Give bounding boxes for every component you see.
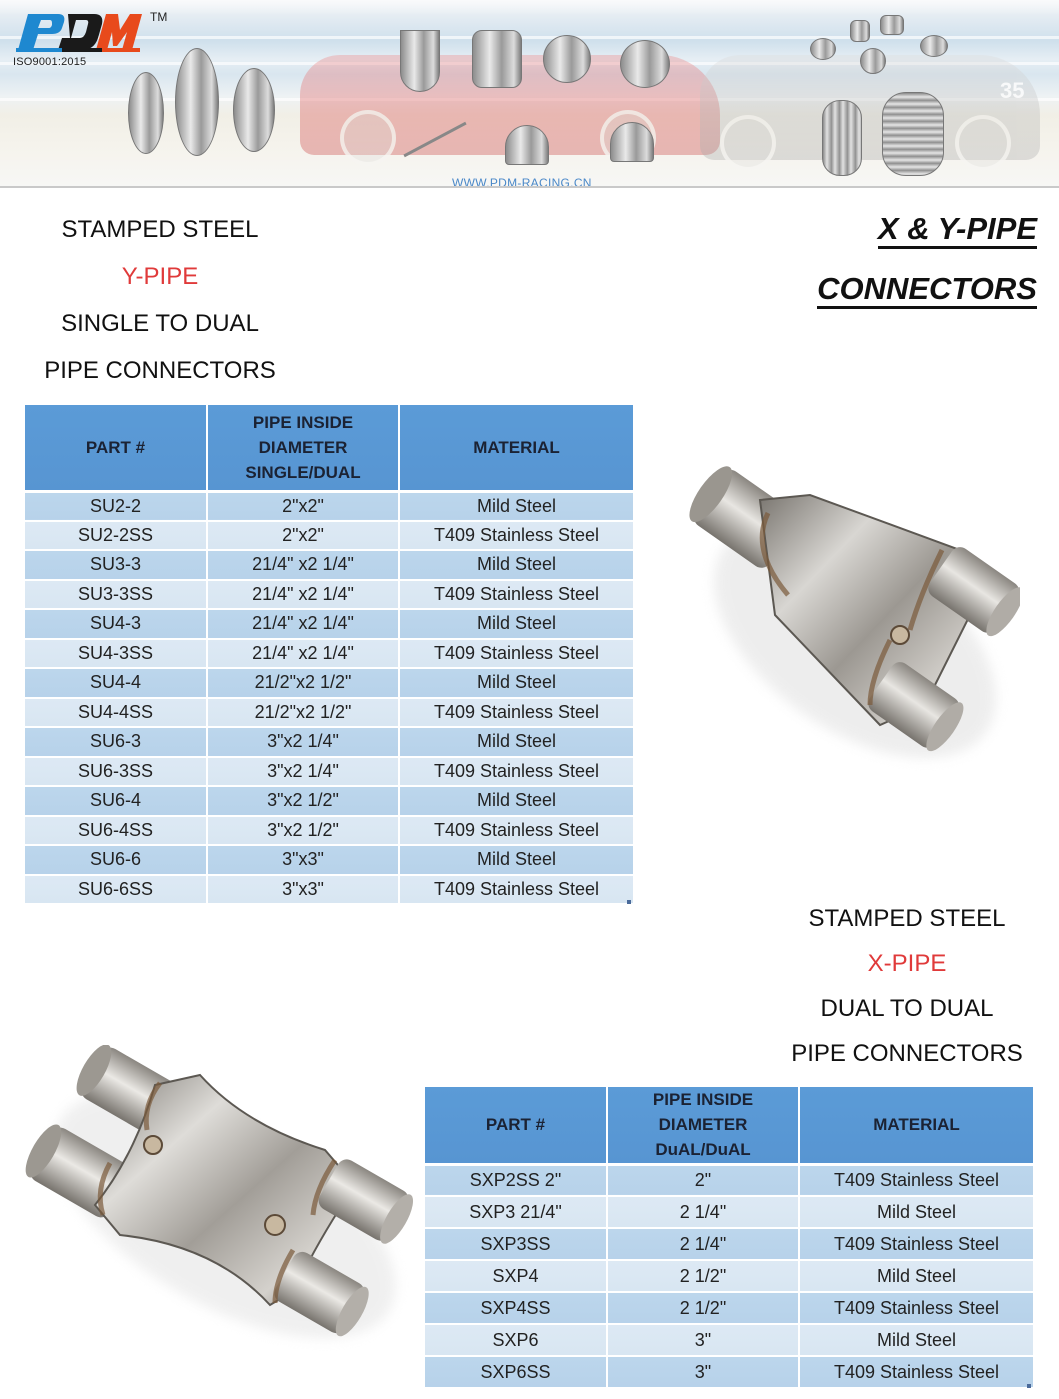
bung-image [850, 20, 870, 42]
cell-part-number: SU3-3 [25, 550, 207, 580]
heading-line: STAMPED STEEL [808, 905, 1006, 932]
heading-line: SINGLE TO DUAL [61, 310, 259, 337]
page-title-line1: X & Y-PIPE [878, 211, 1037, 249]
table-row [25, 580, 633, 610]
website-url[interactable]: WWW.PDM-RACING.CN [452, 176, 592, 188]
table-row [425, 1164, 1033, 1196]
cell-diameter: 2"x2" [207, 491, 399, 521]
table-row [25, 521, 633, 551]
table-row [25, 845, 633, 875]
cell-material: Mild Steel [399, 727, 633, 757]
table-row [25, 609, 633, 639]
table-row [25, 550, 633, 580]
cell-material: T409 Stainless Steel [399, 875, 633, 905]
table-row [25, 875, 633, 905]
wheel [340, 110, 396, 166]
cell-material: T409 Stainless Steel [399, 698, 633, 728]
table-row [425, 1196, 1033, 1228]
cell-part-number: SU3-3SS [25, 580, 207, 610]
cell-diameter: 21/4" x2 1/4" [207, 550, 399, 580]
cell-diameter: 21/2"x2 1/2" [207, 698, 399, 728]
iso-certification: ISO9001:2015 [13, 56, 87, 68]
table-row [425, 1292, 1033, 1324]
heading-line: PIPE CONNECTORS [44, 357, 276, 384]
table-header-row [425, 1087, 1033, 1164]
cell-material: Mild Steel [399, 845, 633, 875]
table-row [25, 698, 633, 728]
table-row [25, 491, 633, 521]
cell-diameter: 3"x2 1/4" [207, 727, 399, 757]
column-header-material: MATERIAL [399, 405, 633, 491]
cell-part-number: SU4-3SS [25, 639, 207, 669]
u-bolt-clamp-image [610, 122, 654, 162]
v-band-flange-image [233, 68, 275, 152]
table-row [425, 1356, 1033, 1388]
x-pipe-heading [760, 898, 1054, 1078]
bung-image [920, 35, 948, 57]
cell-diameter: 21/4" x2 1/4" [207, 580, 399, 610]
cell-part-number: SXP2SS 2" [425, 1164, 607, 1196]
cell-diameter: 3"x3" [207, 875, 399, 905]
cell-material: Mild Steel [399, 491, 633, 521]
cell-material: T409 Stainless Steel [799, 1292, 1033, 1324]
heading-line: DUAL TO DUAL [820, 995, 994, 1022]
page-title [817, 200, 1037, 320]
u-bolt-clamp-image [505, 125, 549, 165]
cell-diameter: 2" [607, 1164, 799, 1196]
pdm-logo [14, 10, 144, 54]
table-resize-handle [627, 900, 631, 904]
table-resize-handle [1027, 1384, 1031, 1388]
heading-line: STAMPED STEEL [61, 216, 259, 243]
cell-material: T409 Stainless Steel [399, 521, 633, 551]
wheel [955, 115, 1011, 171]
cell-material: T409 Stainless Steel [399, 816, 633, 846]
cell-part-number: SU6-6SS [25, 875, 207, 905]
pipe-clamp-image [620, 40, 670, 88]
cell-material: Mild Steel [399, 668, 633, 698]
banner-stripe [0, 36, 1059, 39]
cell-part-number: SXP6 [425, 1324, 607, 1356]
cell-material: Mild Steel [799, 1260, 1033, 1292]
page-title-line2: CONNECTORS [817, 271, 1037, 309]
cell-diameter: 2 1/2" [607, 1292, 799, 1324]
cell-material: T409 Stainless Steel [399, 580, 633, 610]
table-row [25, 786, 633, 816]
cell-part-number: SXP6SS [425, 1356, 607, 1388]
cell-part-number: SXP4 [425, 1260, 607, 1292]
bellows-pipe-image [882, 92, 944, 176]
column-header-part: PART # [25, 405, 207, 491]
cell-material: Mild Steel [399, 550, 633, 580]
table-row [25, 639, 633, 669]
heading-product-type: X-PIPE [867, 950, 947, 977]
cell-diameter: 2 1/4" [607, 1196, 799, 1228]
cell-part-number: SU2-2 [25, 491, 207, 521]
cell-material: Mild Steel [399, 786, 633, 816]
x-pipe-spec-table [425, 1087, 1033, 1389]
lap-joint-clamp-image [472, 30, 522, 88]
bung-image [880, 15, 904, 35]
cell-part-number: SU6-4SS [25, 816, 207, 846]
cell-diameter: 3"x2 1/2" [207, 816, 399, 846]
table-row [425, 1324, 1033, 1356]
cell-part-number: SU6-6 [25, 845, 207, 875]
cell-material: T409 Stainless Steel [399, 757, 633, 787]
cell-diameter: 3"x3" [207, 845, 399, 875]
column-header-diameter: PIPE INSIDE DIAMETER SINGLE/DUAL [207, 405, 399, 491]
cell-diameter: 3" [607, 1324, 799, 1356]
cell-diameter: 21/4" x2 1/4" [207, 609, 399, 639]
heading-line: PIPE CONNECTORS [791, 1040, 1023, 1067]
cell-material: T409 Stainless Steel [399, 639, 633, 669]
table-row [25, 668, 633, 698]
hanger-clamp-image [400, 30, 440, 92]
cell-material: T409 Stainless Steel [799, 1164, 1033, 1196]
column-header-diameter: PIPE INSIDE DIAMETER DuAL/DuAL [607, 1087, 799, 1164]
cell-diameter: 3"x2 1/2" [207, 786, 399, 816]
wheel [720, 115, 776, 171]
column-header-material: MATERIAL [799, 1087, 1033, 1164]
column-header-part: PART # [425, 1087, 607, 1164]
cell-material: Mild Steel [399, 609, 633, 639]
cell-part-number: SXP4SS [425, 1292, 607, 1324]
cell-material: Mild Steel [799, 1324, 1033, 1356]
cell-part-number: SXP3 21/4" [425, 1196, 607, 1228]
cell-part-number: SU4-4SS [25, 698, 207, 728]
cell-material: T409 Stainless Steel [799, 1228, 1033, 1260]
cell-diameter: 3" [607, 1356, 799, 1388]
table-row [25, 727, 633, 757]
v-band-flange-image [128, 72, 164, 154]
cell-part-number: SU2-2SS [25, 521, 207, 551]
cell-diameter: 21/4" x2 1/4" [207, 639, 399, 669]
car-number: 35 [1000, 78, 1025, 103]
flex-pipe-image [822, 100, 862, 176]
cell-diameter: 21/2"x2 1/2" [207, 668, 399, 698]
table-row [425, 1260, 1033, 1292]
trademark-symbol: TM [150, 10, 168, 24]
cell-diameter: 2 1/2" [607, 1260, 799, 1292]
table-header-row [25, 405, 633, 491]
cell-part-number: SU4-4 [25, 668, 207, 698]
cell-material: T409 Stainless Steel [799, 1356, 1033, 1388]
cell-part-number: SU6-4 [25, 786, 207, 816]
y-pipe-heading [25, 210, 295, 398]
cell-material: Mild Steel [799, 1196, 1033, 1228]
header-banner [0, 0, 1059, 188]
table-row [25, 816, 633, 846]
y-pipe-product-image [680, 455, 1020, 775]
cell-part-number: SXP3SS [425, 1228, 607, 1260]
cell-part-number: SU6-3 [25, 727, 207, 757]
bung-image [860, 48, 886, 74]
cell-diameter: 3"x2 1/4" [207, 757, 399, 787]
heading-product-type: Y-PIPE [121, 263, 199, 290]
cell-part-number: SU6-3SS [25, 757, 207, 787]
table-row [425, 1228, 1033, 1260]
band-clamp-image [543, 35, 591, 83]
x-pipe-product-image [25, 1045, 415, 1355]
bung-image [810, 38, 836, 60]
table-row [25, 757, 633, 787]
cell-part-number: SU4-3 [25, 609, 207, 639]
y-pipe-spec-table [25, 405, 633, 905]
cell-diameter: 2 1/4" [607, 1228, 799, 1260]
cell-diameter: 2"x2" [207, 521, 399, 551]
v-band-clamp-image [175, 48, 219, 156]
